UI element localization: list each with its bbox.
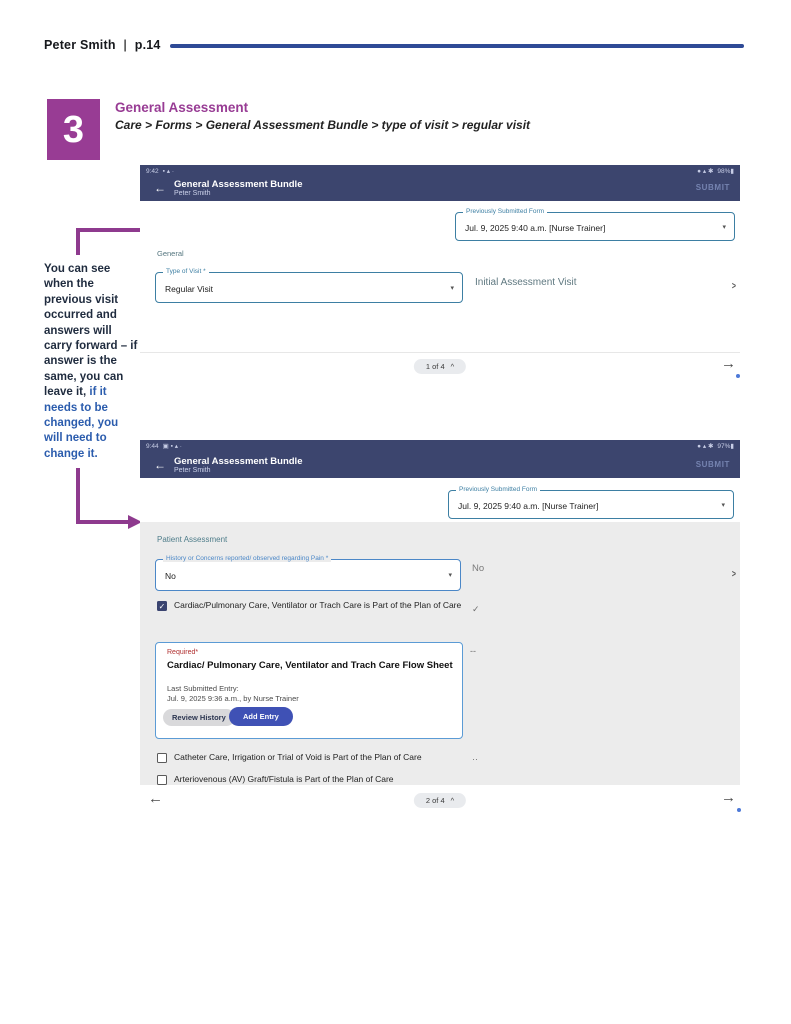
checkbox-checked-icon[interactable]: ✓ [158, 602, 166, 611]
caret-down-icon: ▾ [722, 223, 726, 231]
type-of-visit-label: Type of Visit * [163, 268, 209, 275]
previously-submitted-form-value-1: Jul. 9, 2025 9:40 a.m. [Nurse Trainer] [465, 222, 606, 233]
checkbox-unchecked-icon[interactable] [157, 753, 167, 763]
next-page-arrow-2[interactable]: → [721, 789, 736, 806]
status-left-icons-1: ▪ ▴ · [162, 168, 174, 175]
side-note [44, 262, 138, 462]
patient-name: Peter Smith [44, 38, 116, 52]
review-history-button[interactable]: Review History [163, 709, 235, 726]
pain-history-label: History or Concerns reported/ observed regarding Pain * [163, 555, 331, 562]
appbar-title-1: General Assessment Bundle [174, 179, 303, 190]
battery-icon-2: 97%▮ [717, 443, 734, 450]
group-label-general: General [157, 249, 184, 258]
catheter-answer-dots: ·· [472, 754, 478, 764]
appbar-1 [140, 165, 740, 201]
back-arrow-icon-2[interactable]: ← [154, 458, 166, 472]
section-title: General Assessment [115, 100, 249, 115]
prev-page-arrow-2[interactable]: ← [148, 790, 163, 807]
battery-icon-1: 98%▮ [717, 168, 734, 175]
av-graft-checkbox-row[interactable] [157, 774, 577, 785]
cardiac-checkbox-label: Cardiac/Pulmonary Care, Ventilator or Trach Care is Part of the Plan of Care [174, 600, 462, 610]
appbar-subtitle-1: Peter Smith [174, 190, 211, 197]
appbar-2 [140, 440, 740, 478]
expand-icon: ^ [450, 796, 455, 805]
flow-sheet-card [155, 642, 463, 739]
last-submitted-value: Jul. 9, 2025 9:36 a.m., by Nurse Trainer [167, 694, 299, 703]
checkbox-unchecked-icon[interactable] [157, 775, 167, 785]
chevron-right-icon[interactable]: > [731, 569, 736, 580]
page-number: p.14 [134, 38, 161, 52]
previously-submitted-form-dropdown-1[interactable] [455, 208, 735, 241]
submit-button-2[interactable]: SUBMIT [695, 460, 730, 469]
footer-divider-1 [140, 352, 740, 353]
pager-pill-2[interactable] [414, 793, 466, 808]
pager-label-1: 1 of 4 [425, 362, 445, 371]
group-label-patient-assessment: Patient Assessment [157, 535, 228, 544]
previously-submitted-form-value-2: Jul. 9, 2025 9:40 a.m. [Nurse Trainer] [458, 500, 599, 511]
pain-answer: No [472, 563, 485, 574]
caret-down-icon: ▾ [450, 284, 454, 292]
previously-submitted-form-label-1: Previously Submitted Form [463, 208, 547, 215]
pager-pill-1[interactable] [414, 359, 466, 374]
av-graft-checkbox-label: Arteriovenous (AV) Graft/Fistula is Part of the Plan of Care [174, 774, 394, 784]
catheter-checkbox-row[interactable] [157, 752, 577, 763]
submit-button-1[interactable]: SUBMIT [695, 183, 730, 192]
callout-arrow-bottom-vertical [76, 468, 80, 524]
expand-icon: ^ [450, 362, 455, 371]
patient-assessment-panel [140, 522, 740, 785]
pager-dot-2 [737, 808, 741, 812]
previously-submitted-form-label-2: Previously Submitted Form [456, 486, 540, 493]
type-of-visit-dropdown[interactable] [155, 268, 463, 303]
caret-down-icon: ▾ [721, 501, 725, 509]
add-entry-button[interactable]: Add Entry [229, 707, 293, 726]
flow-card-dash: -- [470, 646, 476, 656]
side-note-emphasis: if it needs to be changed, you will need to change it. [44, 386, 119, 460]
status-left-icons-2: ▣ ▪ ▴ · [162, 443, 182, 450]
back-arrow-icon-1[interactable]: ← [154, 181, 166, 195]
statusbar-1 [140, 165, 740, 177]
step-number: 3 [62, 108, 85, 151]
statusbar-2 [140, 440, 740, 452]
clock-2: 9:44 [146, 442, 159, 450]
step-number-box [47, 99, 100, 160]
status-right-icons-2: ● ▴ ✱ [697, 443, 714, 450]
flow-sheet-title: Cardiac/ Pulmonary Care, Ventilator and Trach Care Flow Sheet [167, 660, 453, 671]
cardiac-checkbox-row[interactable] [157, 600, 577, 611]
caret-down-icon: ▾ [448, 572, 452, 579]
header-divider: | [123, 38, 128, 52]
pager-label-2: 2 of 4 [425, 796, 445, 805]
type-of-visit-value: Regular Visit [165, 283, 214, 294]
callout-arrow-bottom-horizontal [76, 520, 128, 524]
previously-submitted-form-dropdown-2[interactable] [448, 486, 734, 519]
appbar-subtitle-2: Peter Smith [174, 467, 211, 474]
chevron-right-icon[interactable]: > [731, 281, 736, 292]
app-screenshot-1 [140, 165, 740, 422]
header-rule [170, 44, 744, 48]
side-note-plain: You can see when the previous visit occurred and answers will carry forward – if answer is the same, you can leave it, [44, 263, 138, 399]
initial-assessment-visit-link[interactable]: Initial Assessment Visit [475, 277, 577, 288]
clock-1: 9:42 [146, 167, 159, 175]
pain-history-value: No [165, 571, 176, 582]
app-screenshot-2 [140, 440, 740, 812]
required-badge: Required* [167, 649, 199, 656]
callout-arrow-top-vertical [76, 228, 80, 255]
cardiac-answer-check-icon: ✓ [472, 604, 480, 614]
catheter-checkbox-label: Catheter Care, Irrigation or Trial of Void is Part of the Plan of Care [174, 752, 422, 762]
pain-history-dropdown[interactable] [155, 555, 461, 591]
last-submitted-label: Last Submitted Entry: [167, 684, 239, 693]
next-page-arrow-1[interactable]: → [721, 355, 736, 372]
appbar-title-2: General Assessment Bundle [174, 456, 303, 467]
doc-header [44, 38, 161, 52]
pager-dot-1 [736, 374, 740, 378]
breadcrumb: Care > Forms > General Assessment Bundle > type of visit > regular visit [115, 118, 531, 132]
status-right-icons-1: ● ▴ ✱ [697, 168, 714, 175]
